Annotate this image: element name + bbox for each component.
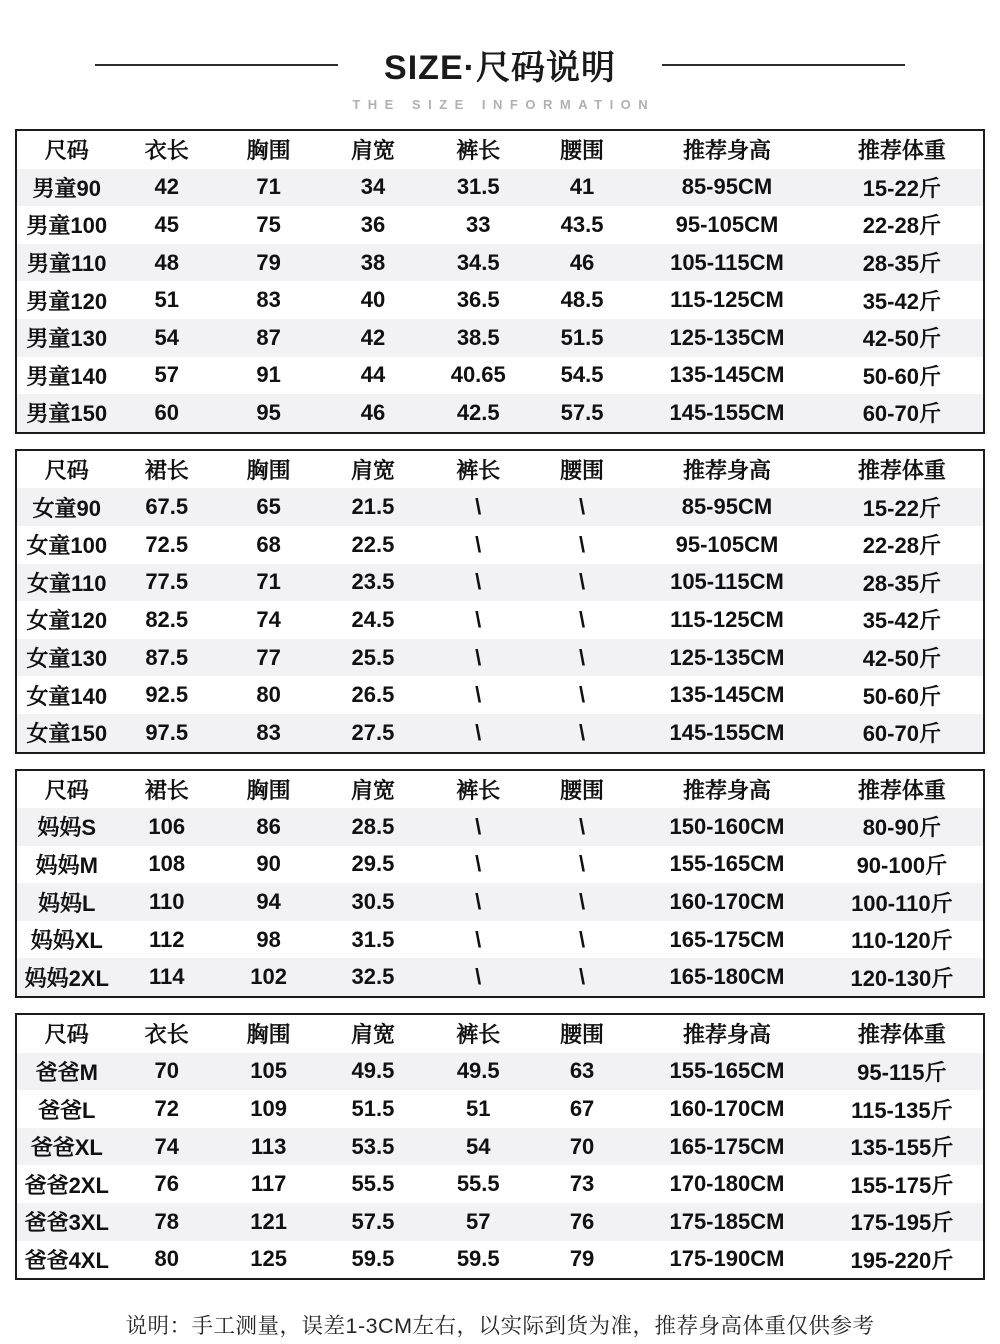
value-cell: 49.5 (351, 1058, 395, 1084)
value-cell: 59.5 (456, 1246, 500, 1272)
value-cell: 67.5 (145, 494, 189, 520)
value-cell: 50-60斤 (862, 363, 941, 389)
value-cell: 98 (256, 926, 281, 952)
value-cell: 48.5 (560, 287, 604, 313)
header-row (16, 770, 984, 809)
value-cell: 90 (256, 851, 281, 877)
value-cell: 80 (154, 1246, 179, 1272)
value-cell: \ (475, 531, 482, 557)
value-cell: 40.65 (450, 362, 506, 388)
value-cell: 145-155CM (669, 399, 785, 425)
value-cell: 195-220斤 (850, 1247, 954, 1273)
value-cell: 70 (569, 1133, 595, 1159)
value-cell: 160-170CM (669, 1096, 785, 1122)
value-cell: 43.5 (560, 211, 604, 237)
value-cell: 74 (256, 606, 281, 632)
value-cell: \ (475, 494, 482, 520)
table-row (16, 639, 984, 677)
value-cell: 83 (256, 287, 281, 313)
value-cell: 125-135CM (669, 644, 785, 670)
value-cell: 28.5 (351, 813, 395, 839)
value-cell: \ (579, 889, 586, 915)
size-label-cell: 爸爸XL (30, 1135, 103, 1161)
value-cell: 95 (256, 399, 281, 425)
value-cell: \ (579, 494, 586, 520)
table-row (16, 601, 984, 639)
size-label-cell: 男童140 (26, 363, 108, 389)
size-label-cell: 妈妈S (37, 815, 97, 841)
value-cell: \ (579, 926, 586, 952)
value-cell: 49.5 (456, 1058, 500, 1084)
value-cell: 175-185CM (669, 1208, 785, 1234)
value-cell: 79 (569, 1246, 595, 1272)
value-cell: 165-175CM (669, 1133, 785, 1159)
column-header: 肩宽 (320, 450, 425, 489)
value-cell: 57.5 (351, 1208, 395, 1234)
size-label-cell: 妈妈2XL (24, 965, 109, 991)
value-cell: 113 (250, 1133, 287, 1159)
column-header: 肩宽 (320, 770, 425, 809)
value-cell: \ (475, 926, 482, 952)
value-cell: 114 (148, 964, 185, 990)
value-cell: 36 (360, 211, 386, 237)
value-cell: 121 (250, 1208, 287, 1234)
column-header: 腰围 (531, 1014, 633, 1053)
size-label-cell: 男童110 (27, 251, 107, 277)
value-cell: \ (579, 606, 586, 632)
column-header: 胸围 (217, 450, 320, 489)
value-cell: \ (475, 813, 482, 839)
value-cell: 42-50斤 (862, 326, 941, 352)
size-label-cell: 女童120 (26, 608, 108, 634)
value-cell: 120-130斤 (850, 965, 954, 991)
value-cell: 86 (256, 813, 281, 839)
value-cell: 68 (256, 531, 281, 557)
value-cell: 115-125CM (670, 606, 784, 632)
value-cell: \ (475, 569, 482, 595)
table-row (16, 676, 984, 714)
value-cell: 28-35斤 (862, 570, 941, 596)
column-header: 推荐身高 (633, 770, 820, 809)
value-cell: 30.5 (351, 889, 395, 915)
table-row (16, 714, 984, 753)
size-label-cell: 男童150 (26, 401, 108, 427)
value-cell: \ (579, 813, 586, 839)
value-cell: \ (475, 889, 482, 915)
value-cell: 35-42斤 (862, 608, 941, 634)
value-cell: 23.5 (351, 569, 395, 595)
value-cell: \ (475, 606, 482, 632)
size-table-mom (15, 769, 985, 999)
value-cell: 24.5 (351, 606, 395, 632)
size-label-cell: 女童130 (26, 646, 108, 672)
value-cell: 36.5 (456, 287, 500, 313)
value-cell: 79 (256, 249, 281, 275)
value-cell: 95-115斤 (857, 1059, 947, 1085)
size-table-boys (15, 129, 985, 434)
table-row (16, 883, 984, 921)
column-header: 腰围 (531, 130, 633, 169)
table-row (16, 1053, 984, 1091)
size-label-cell: 妈妈XL (30, 928, 103, 954)
table-row (16, 921, 984, 959)
table-row (16, 846, 984, 884)
column-header: 裙长 (117, 770, 217, 809)
value-cell: 42 (154, 174, 179, 200)
value-cell: 95-105CM (675, 531, 779, 557)
value-cell: 90-100斤 (856, 852, 948, 878)
value-cell: \ (579, 569, 586, 595)
value-cell: 106 (148, 813, 186, 839)
table-row (16, 526, 984, 564)
value-cell: 29.5 (351, 851, 395, 877)
value-cell: 175-195斤 (850, 1210, 954, 1236)
value-cell: 108 (148, 851, 186, 877)
table-row (16, 1165, 984, 1203)
size-label-cell: 女童150 (26, 721, 108, 747)
value-cell: 165-175CM (669, 926, 785, 952)
value-cell: 109 (250, 1096, 287, 1122)
table-row (16, 958, 984, 997)
size-label-cell: 女童110 (27, 570, 107, 596)
value-cell: 57 (154, 362, 179, 388)
table-row (16, 206, 984, 244)
value-cell: 53.5 (351, 1133, 395, 1159)
column-header: 裤长 (426, 130, 531, 169)
value-cell: 67 (569, 1096, 595, 1122)
size-label-cell: 爸爸3XL (24, 1210, 109, 1236)
value-cell: \ (475, 851, 482, 877)
size-label-cell: 爸爸M (35, 1059, 98, 1085)
value-cell: 100-110斤 (851, 890, 953, 916)
value-cell: 38.5 (456, 324, 500, 350)
value-cell: 25.5 (351, 644, 395, 670)
value-cell: 51 (154, 287, 179, 313)
value-cell: 42 (360, 324, 386, 350)
column-header: 裙长 (117, 450, 217, 489)
value-cell: 22.5 (351, 531, 395, 557)
value-cell: 57.5 (560, 399, 604, 425)
header-row (16, 450, 984, 489)
column-header: 推荐身高 (633, 1014, 820, 1053)
value-cell: \ (475, 719, 482, 745)
value-cell: \ (579, 719, 586, 745)
value-cell: 31.5 (351, 926, 395, 952)
value-cell: 27.5 (351, 719, 395, 745)
header-row (16, 130, 984, 169)
column-header: 推荐身高 (633, 130, 820, 169)
value-cell: 170-180CM (669, 1171, 785, 1197)
column-header: 腰围 (531, 450, 633, 489)
value-cell: 51.5 (351, 1096, 395, 1122)
value-cell: 34.5 (456, 249, 500, 275)
size-label-cell: 爸爸L (38, 1097, 96, 1123)
size-label-cell: 女童140 (26, 683, 108, 709)
value-cell: 46 (360, 399, 386, 425)
column-header: 推荐体重 (821, 770, 984, 809)
value-cell: 45 (154, 211, 179, 237)
value-cell: 78 (154, 1208, 179, 1234)
value-cell: 115-125CM (670, 287, 784, 313)
table-row (16, 1128, 984, 1166)
value-cell: 42.5 (456, 399, 500, 425)
value-cell: 135-145CM (669, 682, 785, 708)
title-row (0, 40, 1000, 89)
value-cell: 65 (256, 494, 281, 520)
title-right-rule (662, 64, 905, 66)
table-row (16, 394, 984, 433)
column-header: 腰围 (531, 770, 633, 809)
value-cell: 80-90斤 (862, 815, 941, 841)
column-header: 衣长 (117, 130, 217, 169)
value-cell: 54 (465, 1133, 491, 1159)
table-row (16, 319, 984, 357)
value-cell: 33 (465, 211, 491, 237)
value-cell: 155-175斤 (850, 1172, 954, 1198)
value-cell: 59.5 (351, 1246, 395, 1272)
value-cell: 115-135斤 (851, 1097, 953, 1123)
value-cell: 50-60斤 (862, 683, 941, 709)
table-row (16, 488, 984, 526)
value-cell: 87.5 (145, 644, 189, 670)
value-cell: 60-70斤 (862, 721, 941, 747)
page-subtitle: THE SIZE INFORMATION (352, 97, 656, 112)
value-cell: 70 (154, 1058, 179, 1084)
value-cell: 117 (250, 1171, 287, 1197)
column-header: 肩宽 (320, 1014, 425, 1053)
size-label-cell: 男童90 (32, 175, 101, 201)
column-header: 裤长 (426, 770, 531, 809)
page-header (0, 0, 1000, 112)
table-row (16, 808, 984, 846)
header-row (16, 1014, 984, 1053)
size-table-dad (15, 1013, 985, 1280)
table-row (16, 244, 984, 282)
size-label-cell: 男童120 (26, 288, 108, 314)
value-cell: 155-165CM (669, 1058, 785, 1084)
value-cell: \ (579, 964, 586, 990)
size-table-girls (15, 449, 985, 754)
value-cell: 155-165CM (669, 851, 785, 877)
footer-note: 说明：手工测量，误差1-3CM左右，以实际到货为准，推荐身高体重仅供参考 (125, 1314, 875, 1339)
table-row (16, 281, 984, 319)
value-cell: 110 (148, 889, 185, 915)
value-cell: 71 (256, 569, 281, 595)
value-cell: 28-35斤 (862, 251, 941, 277)
value-cell: 72.5 (145, 531, 189, 557)
size-label-cell: 男童130 (26, 326, 108, 352)
value-cell: 94 (256, 889, 281, 915)
value-cell: 135-155斤 (850, 1135, 954, 1161)
value-cell: 54.5 (560, 362, 604, 388)
value-cell: 55.5 (351, 1171, 395, 1197)
column-header: 裤长 (426, 450, 531, 489)
size-label-cell: 妈妈M (35, 852, 98, 878)
column-header: 推荐体重 (821, 130, 984, 169)
table-row (16, 1090, 984, 1128)
value-cell: 31.5 (456, 174, 500, 200)
value-cell: 74 (154, 1133, 179, 1159)
value-cell: 40 (360, 287, 386, 313)
value-cell: 92.5 (145, 682, 189, 708)
column-header: 尺码 (16, 450, 117, 489)
size-label-cell: 男童100 (26, 213, 108, 239)
value-cell: 46 (569, 249, 595, 275)
value-cell: 87 (256, 324, 281, 350)
value-cell: 71 (256, 174, 281, 200)
value-cell: 135-145CM (669, 362, 785, 388)
value-cell: 105 (250, 1058, 287, 1084)
column-header: 肩宽 (320, 130, 425, 169)
table-row (16, 357, 984, 395)
value-cell: 26.5 (351, 682, 395, 708)
value-cell: 125 (250, 1246, 287, 1272)
value-cell: 15-22斤 (862, 495, 941, 521)
value-cell: 125-135CM (669, 324, 785, 350)
title-left-rule (95, 64, 338, 66)
value-cell: 76 (569, 1208, 595, 1234)
value-cell: 112 (148, 926, 185, 952)
size-label-cell: 妈妈L (38, 890, 96, 916)
table-row (16, 1203, 984, 1241)
value-cell: 34 (360, 174, 386, 200)
column-header: 推荐身高 (633, 450, 820, 489)
value-cell: 38 (360, 249, 386, 275)
size-label-cell: 爸爸4XL (24, 1247, 109, 1273)
value-cell: \ (579, 682, 586, 708)
value-cell: 15-22斤 (862, 175, 941, 201)
column-header: 衣长 (117, 1014, 217, 1053)
column-header: 裤长 (426, 1014, 531, 1053)
table-row (16, 564, 984, 602)
column-header: 胸围 (217, 770, 320, 809)
value-cell: \ (475, 644, 482, 670)
column-header: 推荐体重 (821, 450, 984, 489)
value-cell: 150-160CM (669, 813, 785, 839)
value-cell: 21.5 (351, 494, 395, 520)
value-cell: 110-120斤 (851, 928, 953, 954)
value-cell: 102 (250, 964, 287, 990)
value-cell: \ (475, 964, 482, 990)
value-cell: 77.5 (145, 569, 189, 595)
value-cell: 97.5 (145, 719, 189, 745)
value-cell: 77 (256, 644, 281, 670)
value-cell: 85-95CM (681, 174, 773, 200)
value-cell: 60-70斤 (862, 401, 941, 427)
size-label-cell: 女童90 (32, 495, 101, 521)
value-cell: 80 (256, 682, 281, 708)
column-header: 尺码 (16, 770, 117, 809)
value-cell: 63 (569, 1058, 595, 1084)
value-cell: 57 (465, 1208, 491, 1234)
value-cell: 22-28斤 (862, 533, 941, 559)
value-cell: 91 (256, 362, 281, 388)
value-cell: 175-190CM (669, 1246, 785, 1272)
value-cell: \ (579, 644, 586, 670)
column-header: 胸围 (217, 130, 320, 169)
value-cell: 95-105CM (675, 211, 779, 237)
table-row (16, 1241, 984, 1280)
value-cell: 22-28斤 (862, 213, 941, 239)
value-cell: \ (475, 682, 482, 708)
table-row (16, 169, 984, 207)
value-cell: 51 (465, 1096, 491, 1122)
value-cell: 48 (154, 249, 179, 275)
value-cell: 160-170CM (669, 889, 785, 915)
value-cell: 55.5 (456, 1171, 500, 1197)
value-cell: 54 (154, 324, 179, 350)
column-header: 尺码 (16, 130, 117, 169)
value-cell: 35-42斤 (862, 288, 941, 314)
value-cell: 105-115CM (670, 249, 784, 275)
value-cell: 165-180CM (669, 964, 785, 990)
value-cell: 83 (256, 719, 281, 745)
size-label-cell: 女童100 (26, 533, 108, 559)
value-cell: 85-95CM (681, 494, 773, 520)
value-cell: \ (579, 531, 586, 557)
value-cell: 76 (154, 1171, 179, 1197)
value-cell: 51.5 (560, 324, 604, 350)
size-label-cell: 爸爸2XL (24, 1172, 109, 1198)
value-cell: 75 (256, 211, 281, 237)
value-cell: \ (579, 851, 586, 877)
value-cell: 145-155CM (669, 719, 785, 745)
column-header: 胸围 (217, 1014, 320, 1053)
column-header: 推荐体重 (821, 1014, 984, 1053)
value-cell: 105-115CM (670, 569, 784, 595)
value-cell: 73 (569, 1171, 595, 1197)
page-title: SIZE·尺码说明 (384, 49, 616, 87)
value-cell: 32.5 (351, 964, 395, 990)
value-cell: 72 (154, 1096, 179, 1122)
value-cell: 60 (154, 399, 179, 425)
value-cell: 44 (360, 362, 386, 388)
column-header: 尺码 (16, 1014, 117, 1053)
value-cell: 41 (569, 174, 595, 200)
value-cell: 42-50斤 (862, 646, 941, 672)
value-cell: 82.5 (145, 606, 189, 632)
